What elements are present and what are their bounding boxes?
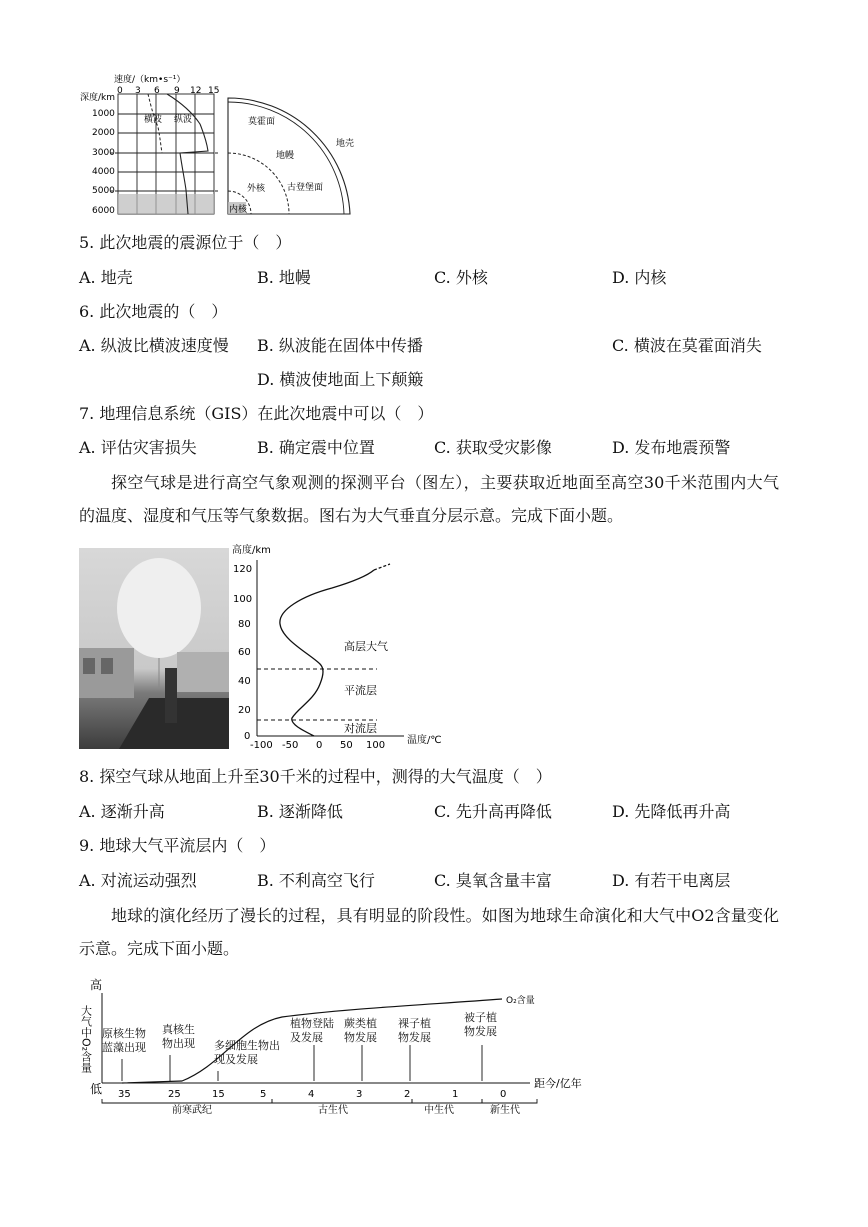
q6-option-a[interactable]: A. 纵波比横波速度慢 [79, 336, 229, 355]
evolution-figure-svg [79, 975, 602, 1116]
q5-option-b[interactable]: B. 地幔 [257, 268, 311, 287]
y-tick: 100 [233, 594, 253, 605]
q7-option-b[interactable]: B. 确定震中位置 [257, 438, 375, 457]
q9-option-a[interactable]: A. 对流运动强烈 [79, 871, 197, 890]
q9-option-b[interactable]: B. 不利高空飞行 [257, 871, 375, 890]
q6-option-c[interactable]: C. 横波在莫霍面消失 [612, 336, 762, 355]
temperature-axis-label: 温度/℃ [407, 735, 442, 746]
seismic-figure [80, 72, 370, 222]
y-high-label: 高 [90, 978, 103, 992]
era-label: 古生代 [318, 1105, 348, 1116]
era-label: 前寒武纪 [172, 1105, 212, 1116]
inner-core-label: 内核 [229, 205, 248, 215]
x-tick: 50 [340, 740, 353, 751]
q7-option-c[interactable]: C. 获取受灾影像 [434, 438, 552, 457]
mantle-label: 地幔 [276, 151, 295, 161]
q5-option-c[interactable]: C. 外核 [434, 268, 488, 287]
y-tick: 0 [244, 731, 251, 742]
depth-tick: 3000 [92, 148, 115, 158]
x-tick: 0 [316, 740, 323, 751]
speed-tick: 6 [154, 86, 160, 96]
event-label: 原核生物蓝藻出现 [102, 1027, 146, 1054]
q8-stem: 8. 探空气球从地面上升至30千米的过程中，测得的大气温度（ ） [79, 767, 552, 786]
event-label: 蕨类植物发展 [344, 1017, 377, 1044]
x-tick: 1 [452, 1089, 459, 1100]
troposphere-label: 对流层 [344, 722, 377, 735]
q9-option-d[interactable]: D. 有若干电离层 [612, 871, 731, 890]
x-tick: 3 [356, 1089, 363, 1100]
q6-stem: 6. 此次地震的（ ） [79, 302, 228, 321]
passage-balloon: 探空气球是进行高空气象观测的探测平台（图左），主要获取近地面至高空30千米范围内大气的温度、湿度和气压等气象数据。图右为大气垂直分层示意。完成下面小题。 [79, 473, 779, 525]
y-low-label: 低 [90, 1082, 103, 1096]
gutenberg-label: 古登堡面 [287, 183, 324, 193]
q7-option-a[interactable]: A. 评估灾害损失 [79, 438, 197, 457]
outer-core-label: 外核 [247, 184, 266, 194]
q5-option-a[interactable]: A. 地壳 [79, 268, 133, 287]
depth-tick: 1000 [92, 109, 115, 119]
event-label: 植物登陆及发展 [290, 1017, 334, 1044]
x-tick: -50 [282, 740, 299, 751]
depth-tick: 5000 [92, 186, 115, 196]
x-tick: 25 [168, 1089, 181, 1100]
q8-option-b[interactable]: B. 逐渐降低 [257, 802, 343, 821]
y-tick: 120 [233, 564, 253, 575]
event-label: 裸子植物发展 [398, 1017, 431, 1044]
depth-axis-label: 深度/km [80, 93, 116, 103]
depth-tick: 6000 [92, 206, 115, 216]
balloon-photo-svg [79, 548, 229, 749]
s-wave-label: 横波 [144, 115, 163, 125]
balloon-photo [79, 548, 229, 749]
y-axis-label: 大气中O₂含量 [79, 1005, 93, 1074]
speed-tick: 3 [135, 86, 141, 96]
speed-tick: 15 [208, 86, 220, 96]
moho-label: 莫霍面 [248, 117, 276, 127]
event-label: 被子植物发展 [464, 1011, 497, 1038]
q9-option-c[interactable]: C. 臭氧含量丰富 [434, 871, 552, 890]
event-label: 多细胞生物出现及发展 [214, 1039, 280, 1066]
stratosphere-label: 平流层 [344, 684, 377, 697]
q8-option-d[interactable]: D. 先降低再升高 [612, 802, 731, 821]
x-tick: 2 [404, 1089, 411, 1100]
q6-option-b[interactable]: B. 纵波能在固体中传播 [257, 336, 423, 355]
speed-tick: 12 [190, 86, 202, 96]
q6-option-d[interactable]: D. 横波使地面上下颠簸 [257, 370, 424, 389]
x-tick: 5 [260, 1089, 267, 1100]
q7-option-d[interactable]: D. 发布地震预警 [612, 438, 731, 457]
depth-tick: 4000 [92, 167, 115, 177]
y-tick: 80 [238, 619, 251, 630]
passage-evolution: 地球的演化经历了漫长的过程，具有明显的阶段性。如图为地球生命演化和大气中O2含量变化示意。完成下面小题。 [79, 906, 779, 958]
y-tick: 60 [238, 647, 251, 658]
q8-option-a[interactable]: A. 逐渐升高 [79, 802, 165, 821]
era-label: 中生代 [424, 1105, 454, 1116]
o2-curve-label: O₂含量 [506, 996, 535, 1006]
x-tick: 4 [308, 1089, 315, 1100]
x-tick: 100 [366, 740, 386, 751]
p-wave-label: 纵波 [174, 115, 193, 125]
x-tick: -100 [250, 740, 273, 751]
q5-stem: 5. 此次地震的震源位于（ ） [79, 233, 292, 252]
x-axis-label: 距今/亿年 [534, 1077, 582, 1090]
seismic-figure-svg [80, 72, 370, 222]
y-tick: 20 [238, 705, 251, 716]
x-tick: 15 [212, 1089, 225, 1100]
y-tick: 40 [238, 676, 251, 687]
speed-axis-label: 速度/（km•s⁻¹） [114, 75, 186, 85]
event-label: 真核生物出现 [162, 1023, 195, 1050]
era-label: 新生代 [490, 1105, 520, 1116]
q9-stem: 9. 地球大气平流层内（ ） [79, 836, 276, 855]
q7-stem: 7. 地理信息系统（GIS）在此次地震中可以（ ） [79, 404, 434, 423]
x-tick: 35 [118, 1089, 131, 1100]
crust-label: 地壳 [336, 139, 355, 149]
q5-option-d[interactable]: D. 内核 [612, 268, 667, 287]
atmosphere-figure [232, 540, 462, 750]
height-axis-label: 高度/km [232, 545, 271, 556]
speed-tick: 9 [174, 86, 180, 96]
speed-tick: 0 [117, 86, 123, 96]
q8-option-c[interactable]: C. 先升高再降低 [434, 802, 552, 821]
x-tick: 0 [500, 1089, 507, 1100]
evolution-figure [79, 975, 602, 1116]
atmosphere-figure-svg [232, 540, 462, 750]
upper-atmosphere-label: 高层大气 [344, 640, 388, 653]
depth-tick: 2000 [92, 128, 115, 138]
